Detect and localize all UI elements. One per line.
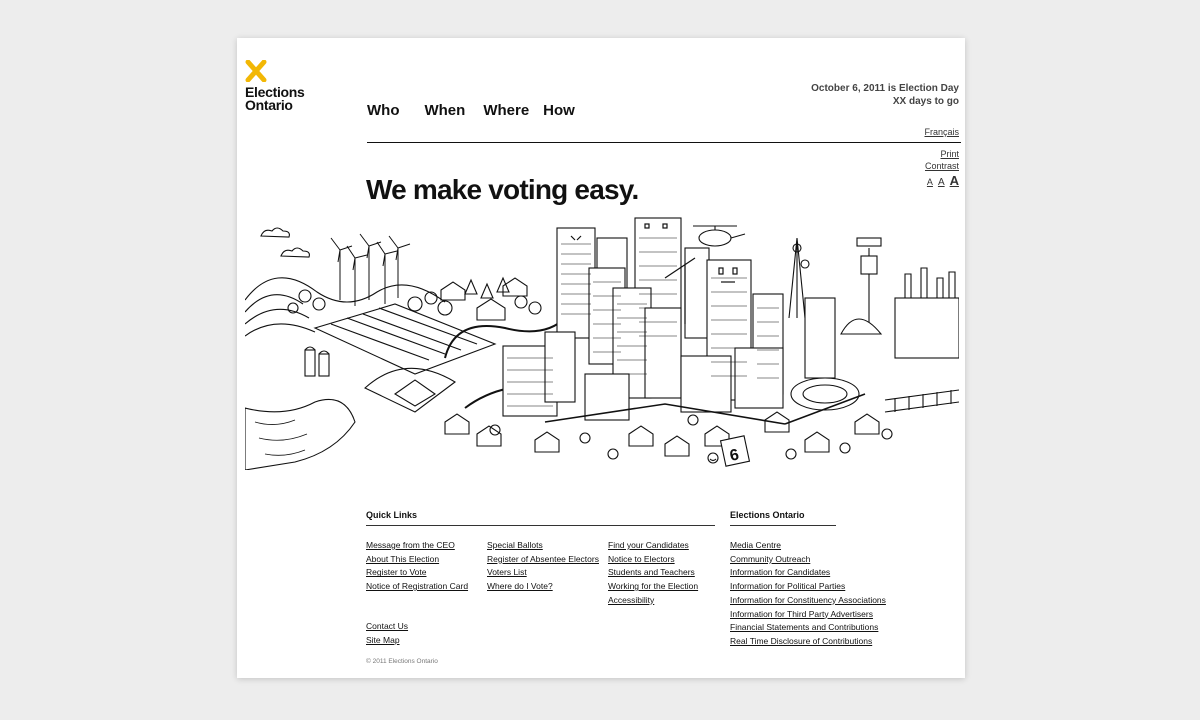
nav-when[interactable]: When	[424, 102, 466, 119]
francais-link[interactable]: Français	[924, 127, 959, 137]
elections-ontario-links	[730, 539, 886, 649]
link-message-from-ceo[interactable]: Message from the CEO	[366, 540, 455, 550]
elections-ontario-divider	[730, 525, 836, 526]
link-information-for-third-party-advertisers[interactable]: Information for Third Party Advertisers	[730, 608, 873, 619]
quick-links-column-2	[487, 539, 599, 594]
logo-line-2: Ontario	[245, 97, 293, 113]
days-countdown: XX days to go	[892, 96, 959, 107]
link-information-for-constituency-associations[interactable]: Information for Constituency Associations	[730, 594, 886, 605]
link-special-ballots[interactable]: Special Ballots	[487, 540, 543, 550]
logo-text	[245, 86, 325, 112]
print-link[interactable]: Print	[940, 149, 959, 159]
nav-where[interactable]: Where	[483, 102, 530, 119]
link-information-for-political-parties[interactable]: Information for Political Parties	[730, 581, 846, 592]
link-about-this-election[interactable]: About This Election	[366, 553, 440, 564]
text-size-small[interactable]: A	[926, 177, 933, 187]
link-register-of-absentee-electors[interactable]: Register of Absentee Electors	[487, 553, 599, 564]
link-real-time-disclosure[interactable]: Real Time Disclosure of Contributions	[730, 635, 873, 646]
link-information-for-candidates[interactable]: Information for Candidates	[730, 567, 831, 578]
logo-line-1: Elections	[245, 84, 305, 100]
city-landscape-illustration	[245, 208, 959, 470]
link-students-and-teachers[interactable]: Students and Teachers	[608, 567, 695, 578]
page-card	[237, 38, 965, 678]
link-site-map[interactable]: Site Map	[366, 634, 400, 645]
quick-links-column-3	[608, 539, 698, 608]
quick-links-title: Quick Links	[366, 510, 418, 520]
nav-who[interactable]: Who	[367, 102, 400, 119]
copyright: © 2011 Elections Ontario	[366, 658, 438, 665]
link-contact-us[interactable]: Contact Us	[366, 621, 409, 631]
link-accessibility[interactable]: Accessibility	[608, 594, 655, 605]
quick-links-column-1	[366, 539, 468, 594]
link-find-your-candidates[interactable]: Find your Candidates	[608, 540, 689, 550]
link-financial-statements[interactable]: Financial Statements and Contributions	[730, 622, 879, 633]
contrast-link[interactable]: Contrast	[924, 161, 959, 171]
link-where-do-i-vote[interactable]: Where do I Vote?	[487, 581, 553, 592]
elections-ontario-title: Elections Ontario	[730, 510, 805, 520]
link-register-to-vote[interactable]: Register to Vote	[366, 567, 427, 578]
text-size-large[interactable]: A	[949, 173, 959, 188]
number-six-sign: 6	[728, 446, 741, 465]
link-voters-list[interactable]: Voters List	[487, 567, 527, 578]
link-working-for-the-election[interactable]: Working for the Election	[608, 581, 699, 592]
logo[interactable]	[245, 60, 325, 112]
election-date: October 6, 2011 is Election Day	[811, 83, 959, 94]
quick-links-extra	[366, 620, 408, 647]
utility-links	[924, 127, 959, 188]
nav-how[interactable]: How	[543, 102, 575, 119]
main-nav	[367, 102, 575, 119]
text-size-medium[interactable]: A	[937, 177, 945, 188]
link-community-outreach[interactable]: Community Outreach	[730, 553, 811, 564]
link-notice-to-electors[interactable]: Notice to Electors	[608, 553, 675, 564]
link-media-centre[interactable]: Media Centre	[730, 540, 782, 550]
text-size-controls	[924, 173, 959, 188]
x-mark-icon	[245, 60, 267, 82]
link-notice-of-registration-card[interactable]: Notice of Registration Card	[366, 581, 469, 592]
page-headline: We make voting easy.	[366, 174, 639, 205]
header-divider	[367, 142, 961, 143]
election-day-info	[811, 82, 959, 108]
quick-links-divider	[366, 525, 715, 526]
